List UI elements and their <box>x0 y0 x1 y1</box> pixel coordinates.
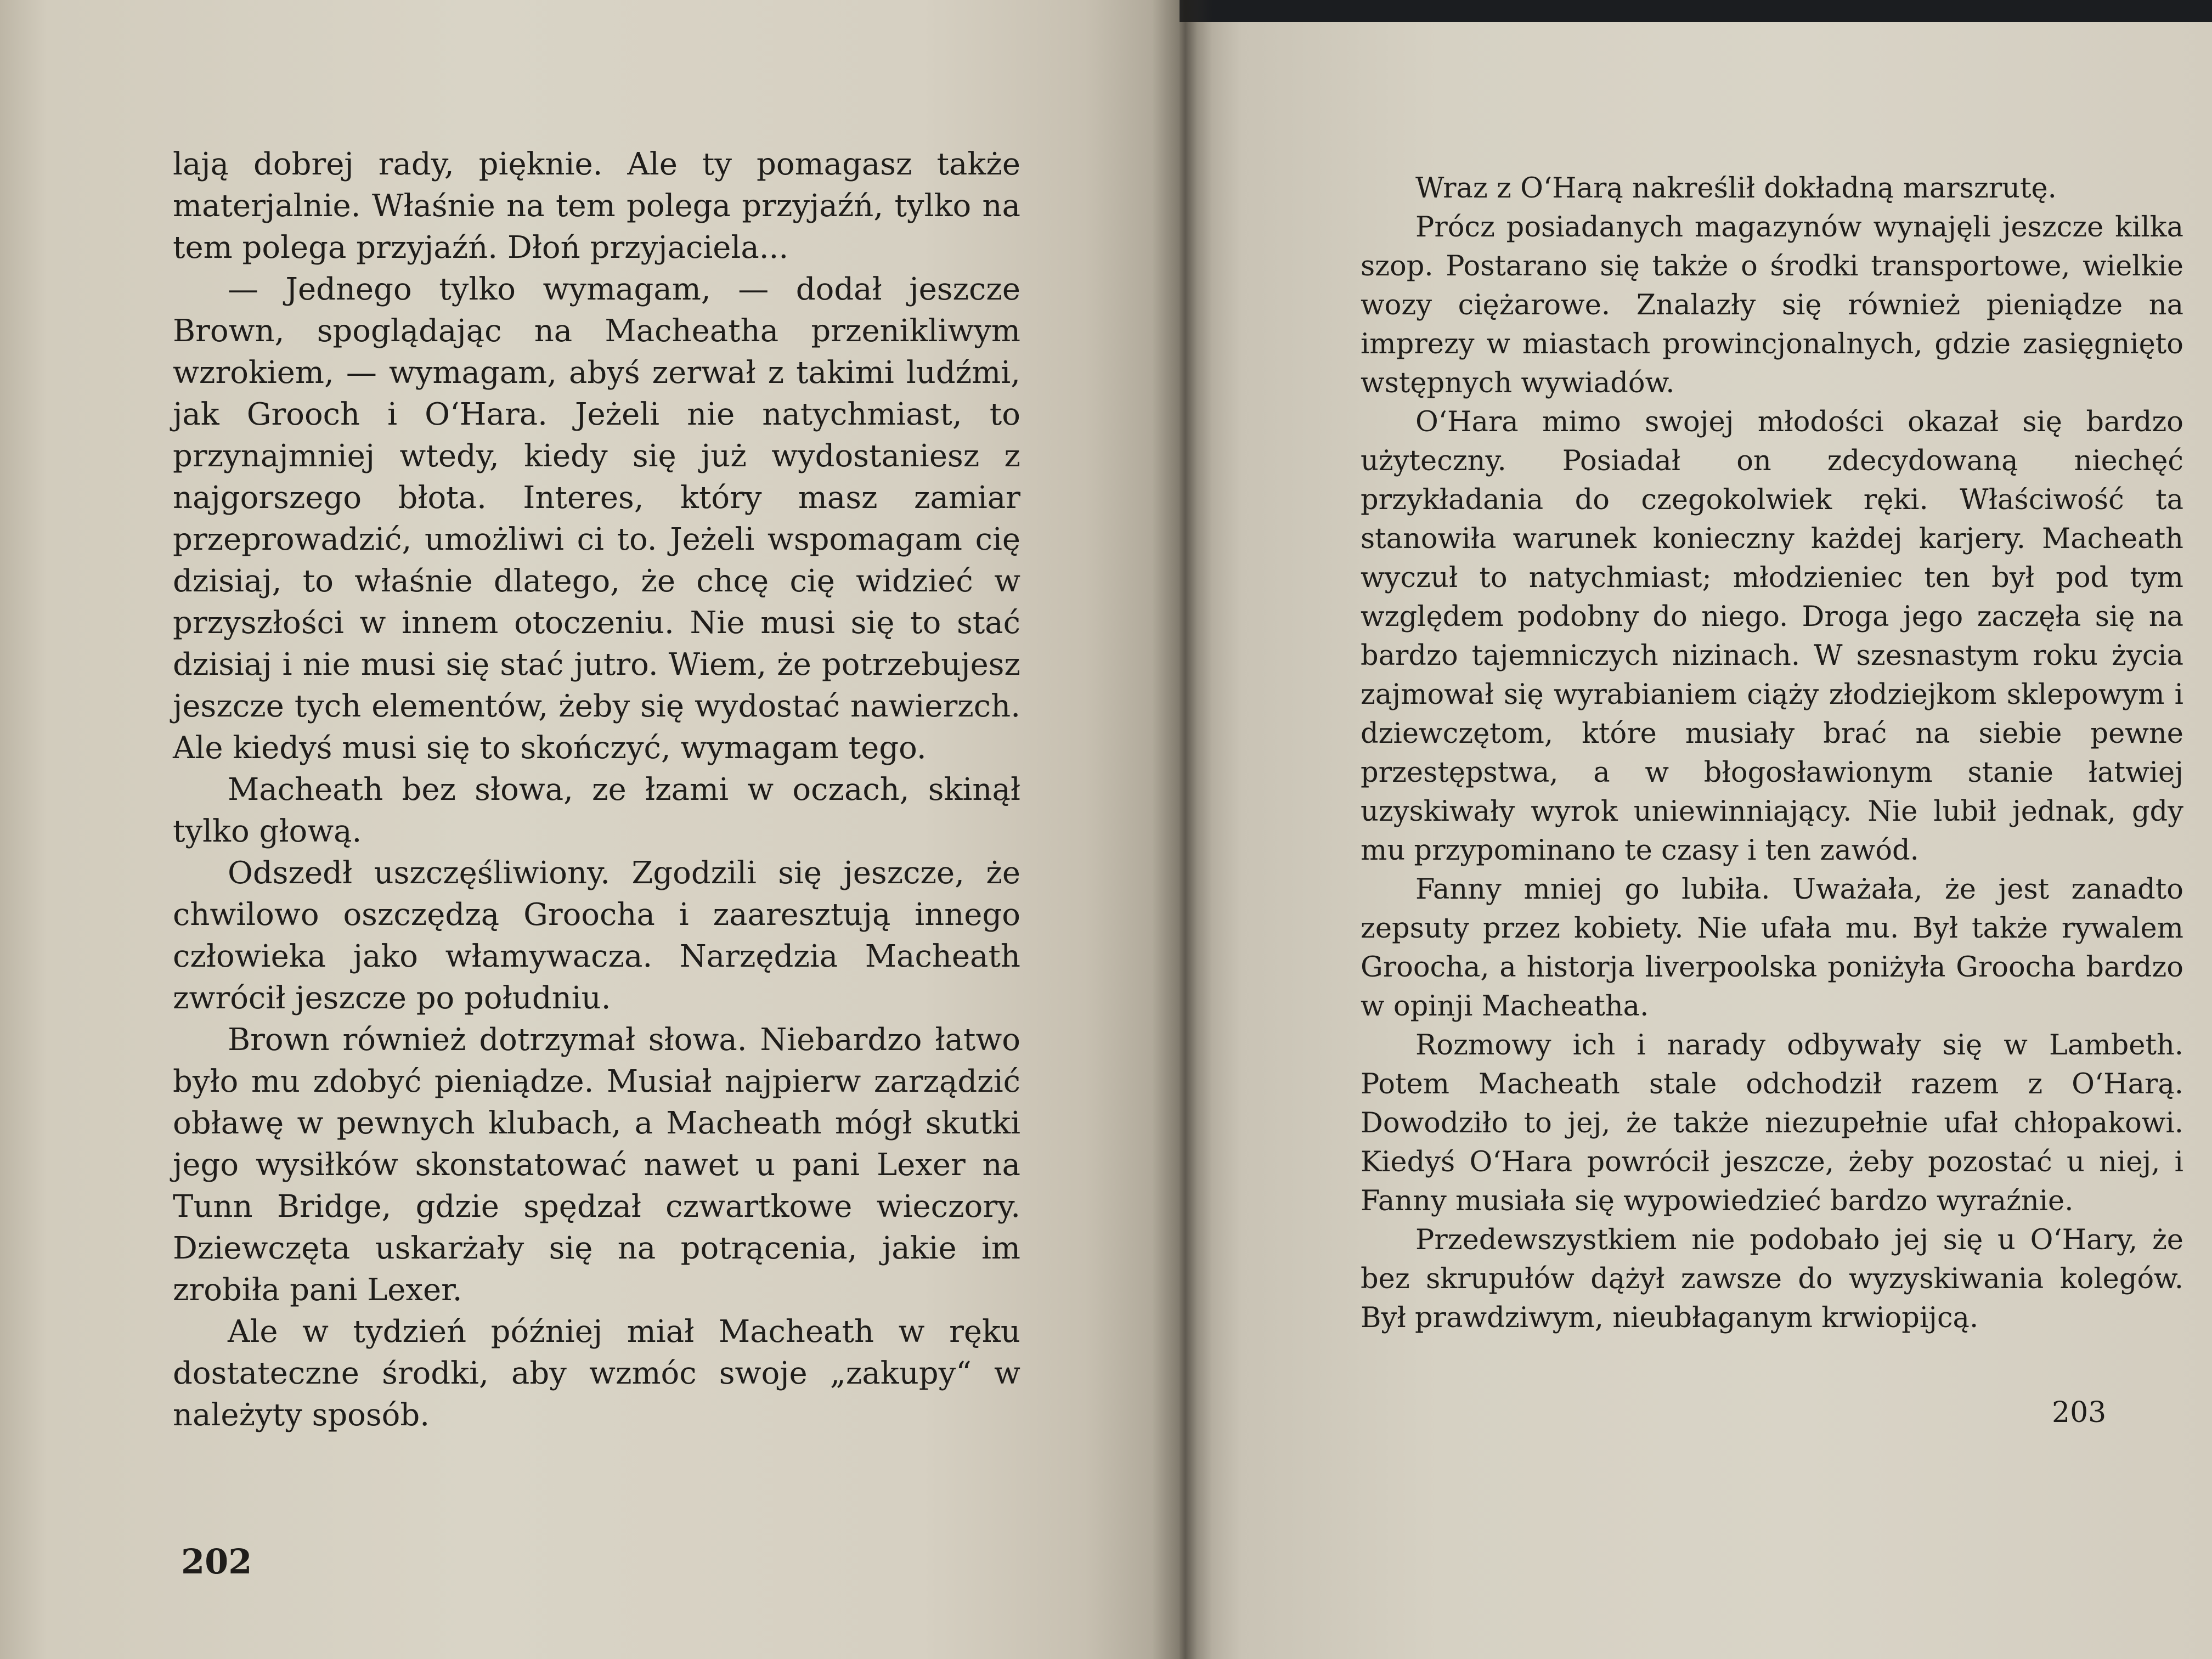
left-paragraph-5: Brown również dotrzymał słowa. Niebardzo łatwo było mu zdobyć pieniądze. Musiał najpierw zarządzić obławę w pewnych klubach, a Macheath mógł skutki jego wysiłków skonstatować nawet u pani Lexer na Tunn Bridge, gdzie spędzał czwartkowe wieczory. Dziewczęta uskarżały się na potrącenia, jakie im zrobiła pani Lexer. <box>173 1022 1020 1308</box>
right-page-text <box>1361 169 2183 1338</box>
left-paragraph-4: Odszedł uszczęśliwiony. Zgodzili się jeszcze, że chwilowo oszczędzą Groocha i zaaresztują innego człowieka jako włamywacza. Narzędzia Macheath zwrócił jeszcze po południu. <box>173 855 1020 1016</box>
left-page-number: 202 <box>181 1542 252 1582</box>
right-paragraph-3: O‘Hara mimo swojej młodości okazał się bardzo użyteczny. Posiadał on zdecydowaną niechęć przykładania do czegokolwiek ręki. Właściwość ta stanowiła warunek konieczny każdej karjery. Macheath wyczuł to natychmiast; młodzieniec ten był pod tym względem podobny do niego. Droga jego zaczęła się na bardzo tajemniczych nizinach. W szesnastym roku życia zajmował się wyrabianiem ciąży złodziejkom sklepowym i dziewczętom, które musiały brać na siebie pewne przestępstwa, a w błogosławionym stanie łatwiej uzyskiwały wyrok uniewinniający. Nie lubił jednak, gdy mu przypominano te czasy i ten zawód. <box>1361 406 2183 867</box>
left-paragraph-1: lają dobrej rady, pięknie. Ale ty pomagasz także materjalnie. Właśnie na tem polega przyjaźń, tylko na tem polega przyjaźń. Dłoń przyjaciela... <box>173 146 1020 266</box>
right-paragraph-5: Rozmowy ich i narady odbywały się w Lambeth. Potem Macheath stale odchodził razem z O‘Harą. Dowodziło to jej, że także niezupełnie ufał chłopakowi. Kiedyś O‘Hara powrócił jeszcze, żeby pozostać u niej, i Fanny musiała się wypowiedzieć bardzo wyraźnie. <box>1361 1029 2183 1217</box>
right-paragraph-2: Prócz posiadanych magazynów wynajęli jeszcze kilka szop. Postarano się także o środki transportowe, wielkie wozy ciężarowe. Znalazły się również pieniądze na imprezy w miastach prowincjonalnych, gdzie zasięgnięto wstępnych wywiadów. <box>1361 211 2183 399</box>
left-paragraph-6: Ale w tydzień później miał Macheath w ręku dostateczne środki, aby wzmóc swoje „zakupy“ w należyty sposób. <box>173 1314 1020 1433</box>
left-page-text <box>173 144 1020 1436</box>
right-paragraph-1: Wraz z O‘Harą nakreślił dokładną marszrutę. <box>1415 172 2057 205</box>
right-page <box>1180 22 2212 1659</box>
right-paragraph-6: Przedewszystkiem nie podobało jej się u O‘Hary, że bez skrupułów dążył zawsze do wyzyskiwania kolegów. Był prawdziwym, nieubłaganym krwiopijcą. <box>1361 1224 2183 1334</box>
right-page-number: 203 <box>2052 1396 2107 1429</box>
right-paragraph-4: Fanny mniej go lubiła. Uważała, że jest zanadto zepsuty przez kobiety. Nie ufała mu. Był także rywalem Groocha, a historja liverpoolska poniżyła Groocha bardzo w opinji Macheatha. <box>1361 873 2183 1023</box>
left-paragraph-2: — Jednego tylko wymagam, — dodał jeszcze Brown, spoglądając na Macheatha przenikliwym wzrokiem, — wymagam, abyś zerwał z takimi ludźmi, jak Grooch i O‘Hara. Jeżeli nie natychmiast, to przynajmniej wtedy, kiedy się już wydostaniesz z najgorszego błota. Interes, który masz zamiar przeprowadzić, umożliwi ci to. Jeżeli wspomagam cię dzisiaj, to właśnie dlatego, że chcę cię widzieć w przyszłości w innem otoczeniu. Nie musi się to stać dzisiaj i nie musi się stać jutro. Wiem, że potrzebujesz jeszcze tych elementów, żeby się wydostać nawierzch. Ale kiedyś musi się to skończyć, wymagam tego. <box>173 272 1020 766</box>
left-paragraph-3: Macheath bez słowa, ze łzami w oczach, skinął tylko głową. <box>173 772 1020 849</box>
